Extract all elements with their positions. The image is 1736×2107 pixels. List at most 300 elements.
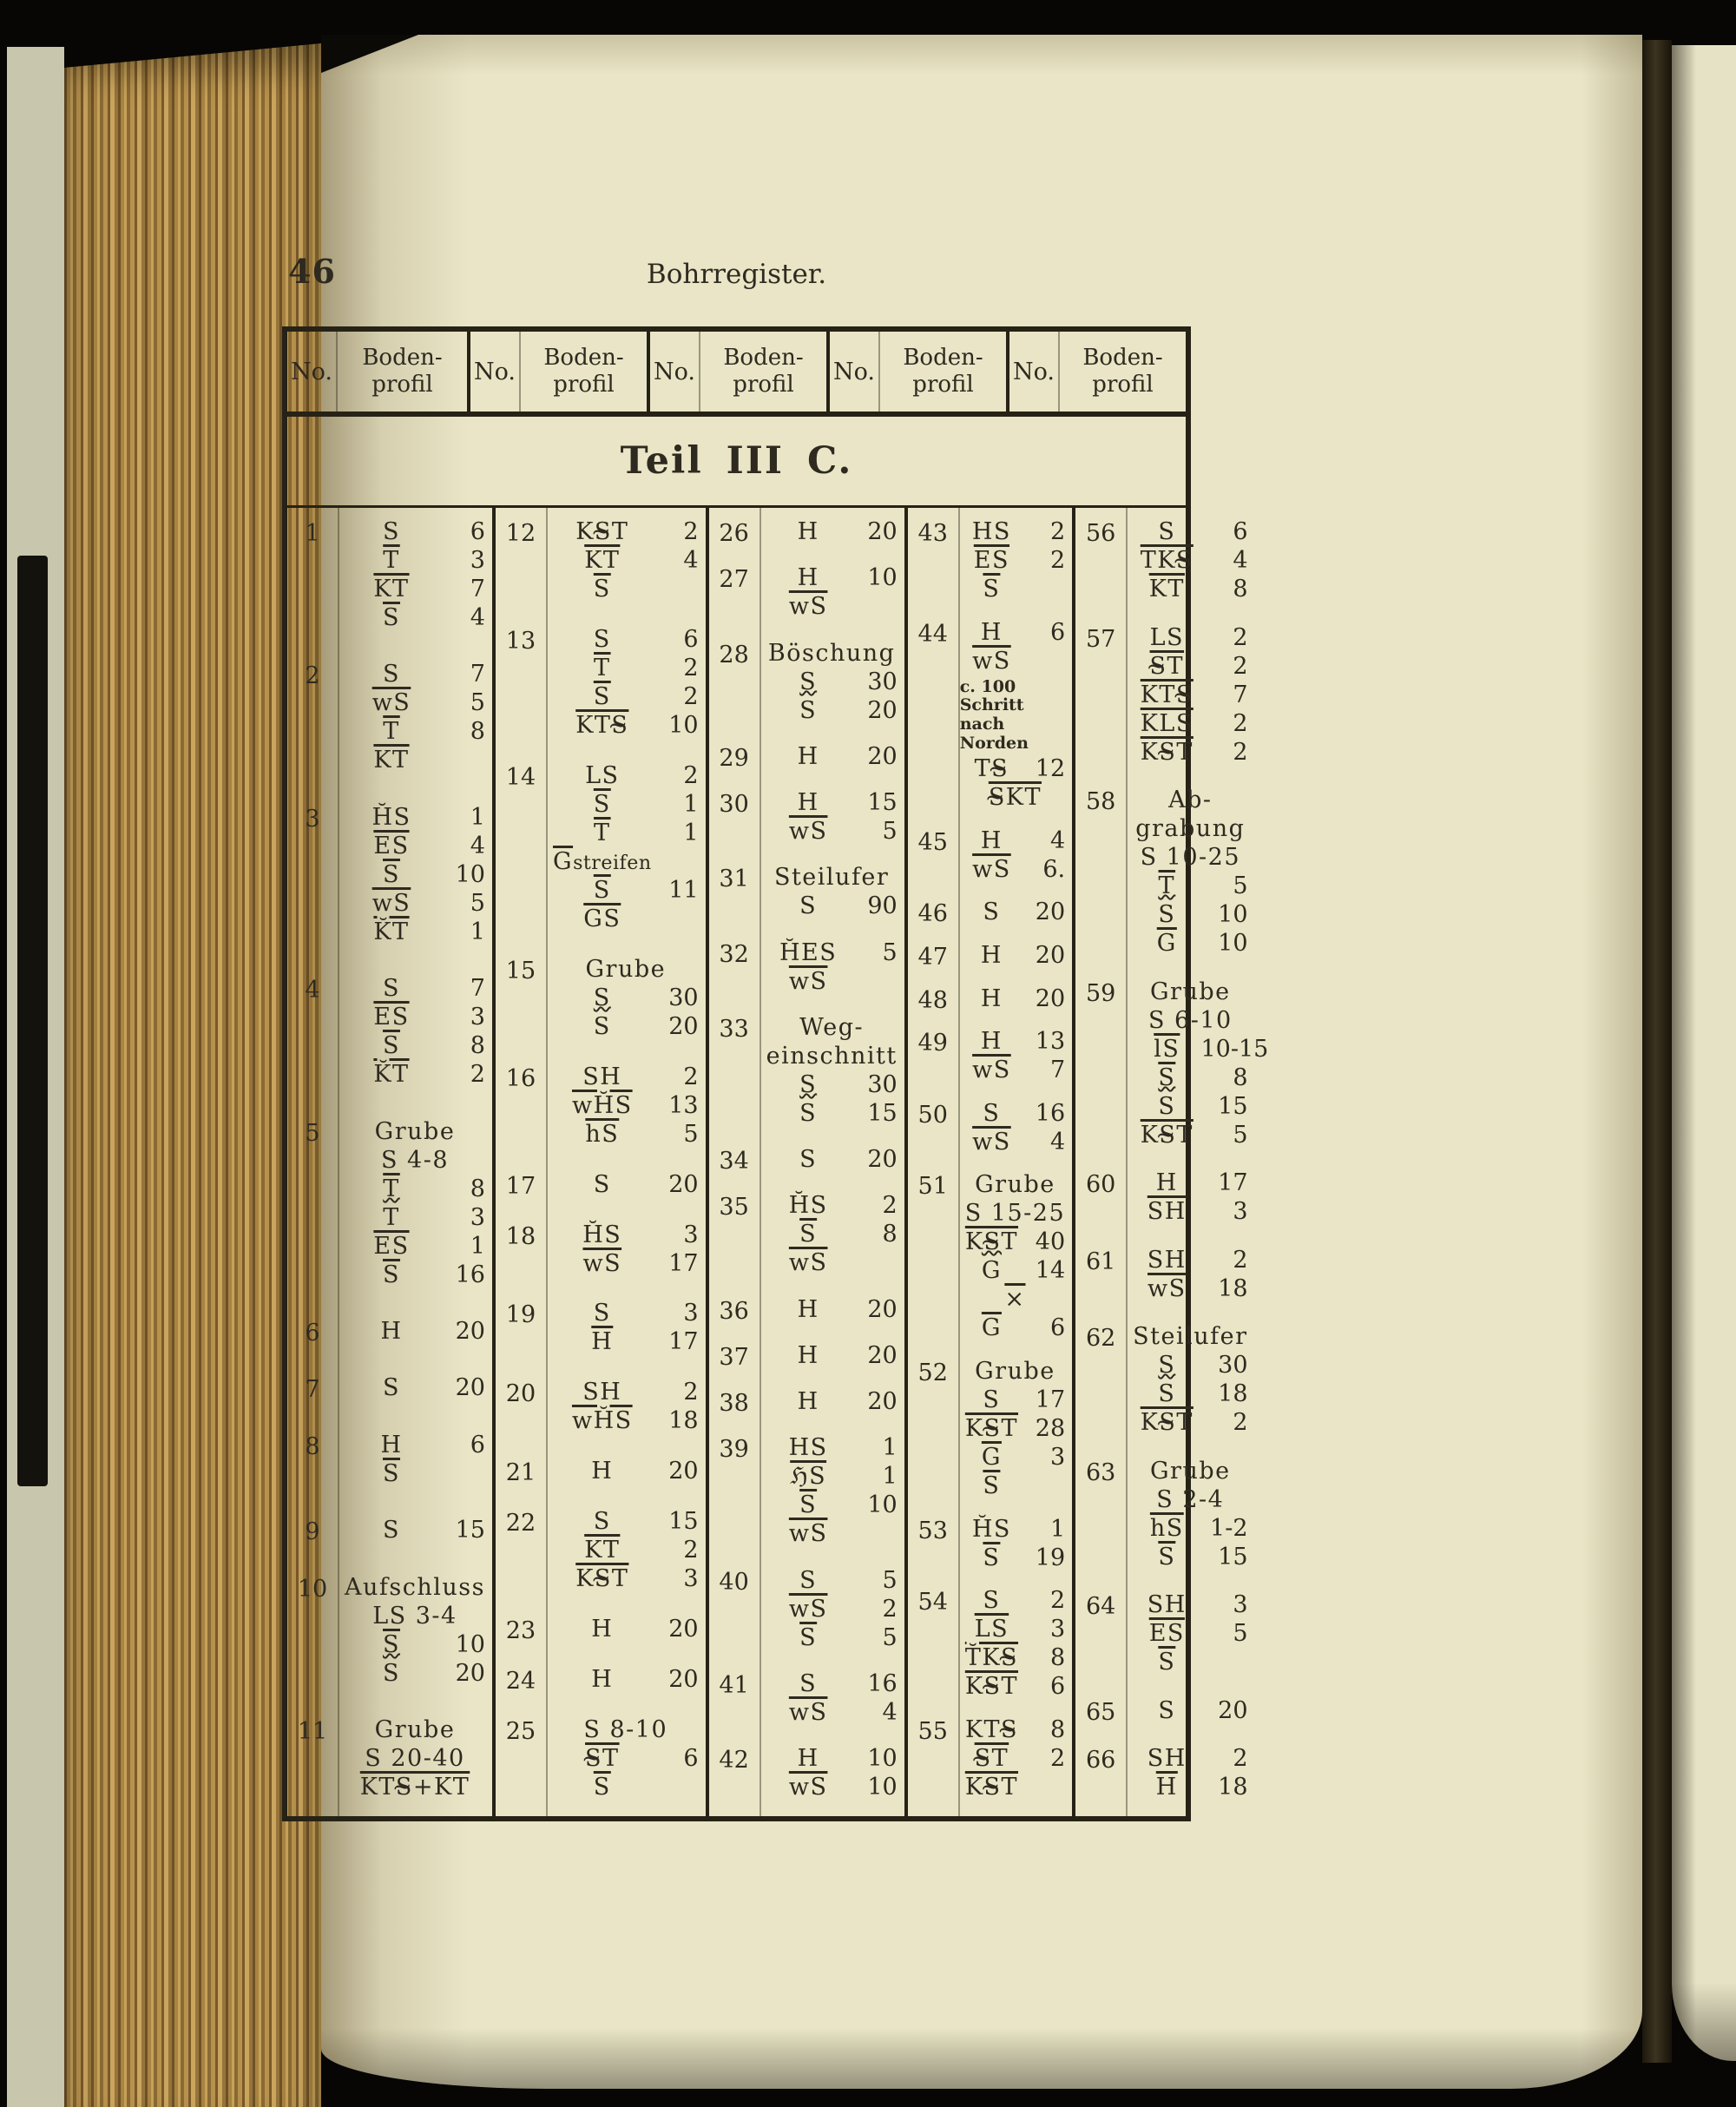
entry-number: 21 — [505, 1459, 536, 1487]
layer-thickness: 3 — [470, 547, 485, 574]
label-zone — [345, 1004, 438, 1032]
label-zone — [345, 919, 438, 947]
header-no-label: No. — [470, 332, 521, 412]
layer-thickness: 2 — [470, 1061, 485, 1089]
layer-thickness: 17 — [668, 1328, 699, 1356]
label-zone — [965, 547, 1018, 576]
header-group — [467, 332, 647, 412]
layer-label: $\overline{S}$ — [593, 576, 611, 602]
left-page-edge — [7, 47, 64, 2107]
entry-number: 50 — [917, 1101, 948, 1129]
layer-thickness: 20 — [1035, 941, 1066, 969]
layer-label: $\overline{S}$ — [382, 860, 400, 888]
label-zone — [965, 1472, 1018, 1501]
boring-entry — [1075, 1591, 1254, 1677]
layer-thickness: 90 — [867, 892, 898, 920]
profile-line — [958, 619, 1072, 648]
entry-number: 46 — [917, 900, 948, 928]
layer-label: $\overline{ES}$ — [373, 1004, 410, 1031]
boring-entry — [1075, 1697, 1254, 1726]
profile-line — [338, 1460, 492, 1489]
header-profile-label — [338, 332, 467, 412]
profile-line — [760, 789, 904, 818]
entry-number: 24 — [505, 1668, 536, 1695]
label-zone — [1133, 1275, 1200, 1304]
label-zone — [1133, 930, 1200, 958]
layer-label: LS 3-4 — [372, 1602, 457, 1630]
boring-entry — [287, 975, 492, 1090]
profile-line — [958, 1057, 1072, 1085]
label-zone — [965, 619, 1018, 648]
layer-label: $\overline{S}$ — [1158, 1063, 1176, 1091]
profile-line — [338, 604, 492, 633]
entry-number: 4 — [305, 977, 320, 1004]
layer-label: Grube — [975, 1171, 1055, 1199]
entry-number: 19 — [505, 1301, 536, 1329]
label-zone — [345, 718, 438, 747]
boring-entry — [709, 1434, 904, 1549]
profile-line — [760, 668, 904, 697]
layer-thickness: 20 — [867, 518, 898, 545]
label-zone — [553, 1379, 652, 1407]
entry-number: 29 — [719, 744, 749, 772]
label-zone — [553, 1745, 652, 1774]
layer-label: $\overline{S}$ — [1158, 1543, 1176, 1570]
layer-thickness: 2 — [1049, 1587, 1066, 1615]
layer-thickness: 20 — [867, 1295, 898, 1323]
label-zone — [766, 1342, 851, 1371]
label-zone — [766, 1745, 851, 1774]
layer-label: S — [799, 696, 818, 724]
profile-line — [958, 518, 1072, 547]
layer-label: Steilufer — [773, 864, 890, 892]
layer-thickness: 16 — [455, 1261, 485, 1288]
entry-number: 37 — [719, 1343, 749, 1371]
profile-line — [546, 791, 706, 820]
entry-profile — [338, 804, 492, 947]
layer-label: S — [382, 518, 400, 545]
label-zone — [965, 1516, 1018, 1544]
layer-thickness: 20 — [668, 1616, 699, 1643]
entry-profile — [546, 1221, 706, 1279]
profile-line — [546, 626, 706, 655]
profile-line — [760, 697, 904, 726]
entry-profile — [338, 1716, 492, 1802]
layer-label: Steilufer — [1133, 1323, 1248, 1350]
label-zone — [1133, 1036, 1200, 1064]
layer-label: $\overline{wS}$ — [972, 855, 1011, 883]
layer-label: $\overline{LS}$ — [974, 1616, 1009, 1643]
entry-number: 38 — [719, 1390, 749, 1417]
header-profile-line1: Boden- — [723, 344, 804, 371]
profile-line — [1126, 739, 1254, 767]
profile-line — [1126, 1247, 1254, 1275]
header-profile-line1: Boden- — [362, 344, 443, 371]
boring-entry — [908, 1028, 1072, 1085]
layer-label: $\overline{G}$ — [981, 1444, 1002, 1471]
entry-profile — [1126, 1247, 1254, 1304]
layer-thickness: 8 — [882, 1221, 898, 1248]
entry-number: 56 — [1085, 520, 1116, 547]
layer-label: S — [983, 1386, 1001, 1413]
header-profile-line2: profil — [1092, 372, 1154, 398]
entry-profile — [1126, 1458, 1254, 1572]
profile-line — [1126, 1198, 1254, 1227]
label-zone — [553, 791, 652, 820]
page-gutter-gap — [1642, 40, 1672, 2063]
layer-label: KS̴T — [964, 1415, 1018, 1442]
label-zone — [766, 668, 851, 697]
label-zone — [965, 1386, 1018, 1415]
entry-profile — [338, 1374, 492, 1403]
layer-label: S 20-40 — [365, 1744, 465, 1772]
layer-label: S — [983, 1587, 1001, 1615]
profile-line — [760, 1520, 904, 1549]
profile-line — [760, 1567, 904, 1596]
layer-label: SH — [1147, 1246, 1187, 1274]
layer-thickness: 1 — [683, 819, 699, 846]
entry-profile — [760, 864, 904, 921]
entry-profile — [546, 1716, 706, 1802]
entry-number: 25 — [505, 1717, 536, 1745]
boring-entry — [287, 1318, 492, 1347]
label-zone — [553, 547, 652, 576]
layer-label: wH̆S — [571, 1407, 633, 1435]
layer-label: einschnitt — [766, 1042, 898, 1070]
profile-line — [338, 1374, 492, 1403]
label-zone — [766, 743, 851, 772]
layer-label: H — [797, 1388, 819, 1415]
label-zone — [965, 1228, 1018, 1257]
layer-label: $\overline{wS}$ — [788, 1595, 828, 1623]
layer-label: S — [799, 668, 818, 695]
boring-entry — [709, 1342, 904, 1371]
layer-label: $\overline{lS}$ — [1154, 1035, 1180, 1063]
label-zone — [553, 518, 652, 547]
profile-line — [1126, 1007, 1254, 1036]
entry-number: 60 — [1085, 1171, 1116, 1198]
entry-number: 30 — [719, 791, 749, 818]
label-zone — [965, 648, 1018, 676]
layer-label: $\overline{wS}$ — [788, 593, 828, 621]
entry-number: 2 — [305, 662, 320, 690]
layer-thickness: 1 — [470, 803, 485, 831]
layer-thickness: 18 — [1218, 1274, 1248, 1302]
entry-number: 53 — [917, 1517, 948, 1544]
profile-line — [546, 984, 706, 1013]
entry-number: 43 — [917, 520, 948, 547]
entry-number: 3 — [305, 805, 320, 833]
layer-label: H — [591, 1616, 614, 1643]
label-zone — [965, 518, 1018, 547]
boring-entry — [496, 626, 706, 741]
profile-line — [760, 892, 904, 921]
layer-label: S — [1158, 1352, 1176, 1379]
entry-profile — [338, 518, 492, 633]
layer-label: HS — [971, 518, 1011, 545]
boring-entry — [709, 518, 904, 547]
layer-thickness: 4 — [470, 604, 485, 631]
layer-thickness: 20 — [455, 1374, 485, 1402]
layer-thickness: 5 — [882, 938, 898, 966]
layer-thickness: 15 — [1218, 1092, 1248, 1120]
profile-line — [760, 564, 904, 593]
entry-profile — [546, 1666, 706, 1695]
layer-thickness: 2 — [1049, 518, 1066, 545]
layer-thickness: 2 — [882, 1595, 898, 1623]
profile-line — [338, 1660, 492, 1689]
entry-number: 61 — [1085, 1248, 1116, 1275]
label-zone — [553, 877, 652, 905]
layer-thickness: 6 — [1049, 1673, 1066, 1701]
layer-label: S 10-25 — [1140, 844, 1241, 871]
layer-label: $\overline{ES}$ — [373, 832, 410, 859]
header-profile-line2: profil — [372, 372, 433, 398]
entry-number: 31 — [719, 866, 749, 893]
label-zone — [553, 1407, 652, 1436]
boring-entry — [709, 564, 904, 622]
layer-label: KTS̴ — [1140, 681, 1194, 708]
entry-number: 63 — [1085, 1458, 1116, 1486]
boring-entry — [496, 1063, 706, 1149]
layer-label: $\overline{wS}$ — [788, 1698, 828, 1726]
layer-label: $\overline{wS}$ — [972, 1128, 1011, 1156]
profile-line — [546, 1013, 706, 1042]
boring-entry — [496, 1171, 706, 1200]
layer-thickness: 7 — [470, 661, 485, 688]
layer-thickness: 15 — [867, 789, 898, 816]
table-column-group — [1072, 508, 1269, 1816]
label-zone — [553, 1250, 652, 1279]
profile-line — [1126, 1169, 1254, 1198]
layer-label: $\overline{T}$ — [594, 819, 611, 846]
label-zone — [345, 1061, 438, 1090]
layer-thickness: 5 — [1233, 1121, 1248, 1149]
layer-label: G — [981, 1257, 1002, 1285]
profile-line — [338, 1631, 492, 1660]
layer-label: $\overline{KLS}$ — [1140, 709, 1194, 737]
profile-line — [958, 1774, 1072, 1802]
entry-number: 42 — [719, 1747, 749, 1774]
layer-thickness: 20 — [668, 1012, 699, 1040]
layer-thickness: 20 — [867, 742, 898, 770]
entry-profile — [338, 1318, 492, 1347]
profile-line — [760, 1146, 904, 1175]
layer-thickness: 10 — [455, 860, 485, 888]
profile-line — [546, 1379, 706, 1407]
layer-label: S — [382, 975, 400, 1003]
profile-line — [958, 1616, 1072, 1644]
header-profile-line2: profil — [912, 372, 974, 398]
layer-label: H — [797, 1295, 819, 1323]
boring-entry — [496, 1300, 706, 1357]
profile-line — [338, 1574, 492, 1603]
layer-label: S 2-4 — [1156, 1485, 1225, 1513]
profile-line — [338, 1261, 492, 1290]
layer-thickness: 18 — [668, 1407, 699, 1435]
layer-thickness: 8 — [470, 718, 485, 746]
layer-label: $\overline{wS}$ — [788, 967, 828, 995]
layer-label: S — [1158, 1092, 1176, 1120]
header-profile-label — [1060, 332, 1186, 412]
entry-number: 66 — [1085, 1747, 1116, 1774]
layer-thickness: 2 — [1233, 623, 1248, 651]
layer-label: KS̴T — [1140, 1409, 1194, 1436]
layer-label: S — [1158, 518, 1176, 545]
label-zone — [965, 1028, 1018, 1057]
layer-label: wH̆S — [571, 1091, 633, 1119]
label-zone — [553, 1328, 652, 1357]
entry-profile — [338, 1517, 492, 1545]
label-zone — [345, 1318, 438, 1347]
label-zone — [553, 984, 652, 1013]
layer-thickness: 13 — [668, 1091, 699, 1119]
layer-thickness: 28 — [1035, 1415, 1066, 1442]
label-zone — [345, 804, 438, 833]
entry-profile — [760, 1342, 904, 1371]
layer-thickness: 3 — [1233, 1591, 1248, 1618]
profile-line — [1126, 681, 1254, 710]
layer-thickness: 7 — [470, 975, 485, 1003]
layer-thickness: 20 — [867, 1341, 898, 1369]
header-group — [647, 332, 826, 412]
entry-profile — [1126, 1169, 1254, 1227]
boring-entry — [908, 1716, 1072, 1802]
profile-line — [760, 1774, 904, 1802]
profile-line — [1126, 576, 1254, 604]
entry-profile — [760, 1014, 904, 1129]
layer-thickness: 18 — [1218, 1380, 1248, 1407]
layer-thickness: 2 — [1233, 1409, 1248, 1436]
profile-line — [338, 1432, 492, 1460]
label-zone — [965, 1644, 1018, 1673]
profile-line — [546, 905, 706, 934]
layer-label: S — [799, 892, 818, 920]
boring-entry — [709, 789, 904, 846]
profile-line — [546, 1407, 706, 1436]
entry-profile — [760, 1192, 904, 1278]
profile-line — [338, 1004, 492, 1032]
label-zone — [1133, 872, 1200, 901]
label-zone — [766, 1520, 851, 1549]
profile-line — [546, 1616, 706, 1644]
label-zone — [766, 1670, 851, 1699]
layer-label: $\overline{KT}$ — [584, 1537, 621, 1564]
profile-line — [958, 755, 1072, 784]
layer-label: $\overline{wS}$ — [372, 889, 411, 917]
label-zone — [345, 1374, 438, 1403]
boring-entry — [908, 1100, 1072, 1157]
layer-label: KS̴T — [964, 1228, 1018, 1256]
layer-thickness: 8 — [1049, 1644, 1066, 1672]
profile-line — [958, 676, 1072, 755]
label-zone — [345, 1460, 438, 1489]
layer-thickness: 4 — [1049, 826, 1066, 854]
layer-label: $\overline{SH}$ — [1147, 1198, 1187, 1225]
boring-entry — [287, 661, 492, 775]
label-zone — [766, 1192, 851, 1221]
profile-line — [1126, 1544, 1254, 1572]
header-no-label: No. — [1009, 332, 1060, 412]
label-zone — [965, 856, 1018, 885]
entry-number: 13 — [505, 627, 536, 655]
boring-entry — [908, 899, 1072, 927]
label-zone — [1133, 710, 1200, 739]
label-zone — [766, 789, 851, 818]
profile-line — [1126, 1064, 1254, 1093]
boring-entry — [496, 1666, 706, 1695]
boring-entry — [908, 827, 1072, 885]
label-zone — [965, 1673, 1018, 1702]
profile-line — [338, 975, 492, 1004]
profile-line — [760, 1624, 904, 1653]
entry-profile — [760, 1745, 904, 1802]
profile-line — [760, 640, 904, 668]
profile-line — [1126, 1323, 1254, 1352]
boring-entry — [709, 864, 904, 921]
profile-line — [1126, 1380, 1254, 1409]
layer-label: H — [797, 518, 819, 545]
layer-label: H — [797, 1745, 819, 1772]
layer-label: $\overline{T}$ — [594, 654, 611, 681]
entry-profile — [546, 1616, 706, 1644]
boring-entry — [496, 1716, 706, 1802]
layer-label: S — [593, 1012, 611, 1040]
label-zone — [553, 1666, 652, 1695]
profile-line — [546, 1458, 706, 1486]
layer-label: S — [799, 1566, 818, 1594]
layer-thickness: 20 — [668, 1458, 699, 1485]
profile-line — [1126, 1515, 1254, 1544]
label-zone — [1133, 739, 1200, 767]
entry-profile — [338, 1118, 492, 1290]
table-header — [287, 332, 1186, 417]
label-zone — [766, 1296, 851, 1325]
layer-label: KS̴T — [964, 1773, 1018, 1801]
layer-label: H — [980, 1028, 1003, 1056]
profile-line — [760, 1434, 904, 1463]
label-zone — [1133, 1093, 1200, 1122]
layer-thickness: 1 — [470, 918, 485, 945]
header-group — [826, 332, 1006, 412]
profile-line — [1126, 547, 1254, 576]
profile-line — [1126, 1409, 1254, 1438]
layer-thickness: 30 — [867, 668, 898, 695]
layer-thickness: 16 — [867, 1669, 898, 1697]
label-zone — [345, 1631, 438, 1660]
profile-line — [958, 1100, 1072, 1129]
label-zone — [553, 820, 652, 848]
profile-line — [546, 1171, 706, 1200]
profile-line — [338, 1061, 492, 1090]
label-zone — [766, 968, 851, 997]
boring-entry — [1075, 1247, 1254, 1304]
layer-label: $\overline{wS}$ — [788, 1520, 828, 1548]
label-zone — [345, 747, 438, 775]
layer-label: S̴T — [974, 1744, 1009, 1772]
layer-label: H — [591, 1666, 614, 1694]
layer-thickness: 4 — [882, 1698, 898, 1726]
entry-profile — [760, 1670, 904, 1728]
layer-thickness: 2 — [683, 1063, 699, 1090]
entry-profile — [546, 626, 706, 741]
label-zone — [965, 1745, 1018, 1774]
label-zone — [766, 1221, 851, 1249]
layer-thickness: 2 — [1233, 738, 1248, 766]
label-zone — [766, 939, 851, 968]
layer-thickness: 7 — [1233, 681, 1248, 708]
layer-label: TKS̴ — [1140, 547, 1194, 574]
